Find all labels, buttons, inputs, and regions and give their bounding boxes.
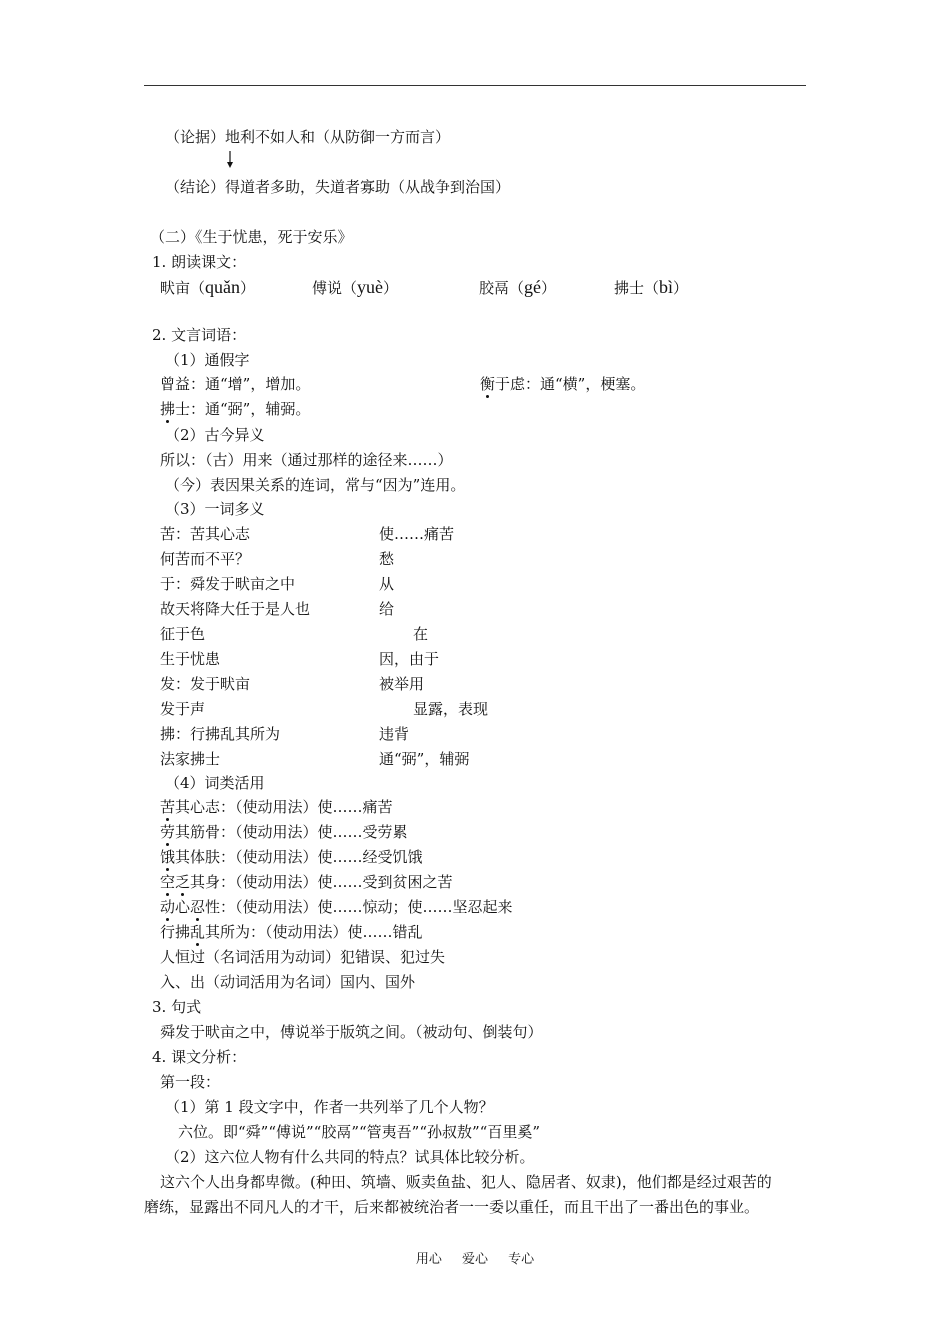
duoyi-meaning: 通“弼”，辅弼 bbox=[379, 750, 470, 768]
duoyi-term: 征于色 bbox=[160, 625, 206, 643]
duoyi-meaning: 因，由于 bbox=[379, 650, 440, 668]
emphasis-char: 动 bbox=[160, 898, 176, 916]
pinyin-item: 拂士（bì） bbox=[614, 277, 689, 297]
duoyi-meaning: 显露，表现 bbox=[413, 700, 489, 718]
duoyi-term: 苦：苦其心志 bbox=[160, 525, 251, 543]
huoyong-item: 空乏其身：（使动用法）使……受到贫困之苦 bbox=[160, 873, 453, 891]
tongjia-item: 拂士：通“弼”，辅弼。 bbox=[160, 400, 311, 418]
duoyi-term: 发：发于畎亩 bbox=[160, 675, 251, 693]
jushi-title: 3. 句式 bbox=[152, 998, 202, 1016]
duoyi-title: （3）一词多义 bbox=[165, 500, 265, 518]
huoyong-item: 劳其筋骨：（使动用法）使……受劳累 bbox=[160, 823, 408, 841]
huoyong-item: 饿其体肤：（使动用法）使……经受饥饿 bbox=[160, 848, 423, 866]
duoyi-meaning: 愁 bbox=[379, 550, 395, 568]
pinyin-item: 胶鬲（gé） bbox=[479, 277, 557, 297]
duoyi-meaning: 使……痛苦 bbox=[379, 525, 455, 543]
duoyi-meaning: 在 bbox=[413, 625, 429, 643]
huoyong-item: 人恒过（名词活用为动词）犯错误、犯过失 bbox=[160, 948, 446, 966]
argument-premise: （论据）地利不如人和（从防御一方而言） bbox=[165, 128, 451, 146]
answer-line: 磨练，显露出不同凡人的才干，后来都被统治者一一委以重任，而且干出了一番出色的事业。 bbox=[144, 1198, 760, 1216]
answer-line: 这六个人出身都卑微。(种田、筑墙、贩卖鱼盐、犯人、隐居者、奴隶)，他们都是经过艰苦的 bbox=[160, 1173, 772, 1191]
duoyi-term: 生于忧患 bbox=[160, 650, 221, 668]
emphasis-char: 乏 bbox=[175, 873, 191, 891]
emphasis-char: 苦 bbox=[160, 798, 176, 816]
emphasis-char: 拂 bbox=[160, 400, 176, 418]
huoyong-item: 苦其心志：（使动用法）使……痛苦 bbox=[160, 798, 393, 816]
duoyi-term: 于：舜发于畎亩之中 bbox=[160, 575, 296, 593]
section-heading: （二）《生于忧患，死于安乐》 bbox=[150, 228, 353, 246]
emphasis-char: 乱 bbox=[190, 923, 206, 941]
pinyin-item: 傅说（yuè） bbox=[312, 277, 399, 297]
tongjia-title: （1）通假字 bbox=[165, 351, 250, 369]
question: （2）这六位人物有什么共同的特点？试具体比较分析。 bbox=[165, 1148, 535, 1166]
duoyi-meaning: 违背 bbox=[379, 725, 410, 743]
emphasis-char: 饿 bbox=[160, 848, 176, 866]
duoyi-meaning: 从 bbox=[379, 575, 395, 593]
gujin-title: （2）古今异义 bbox=[165, 426, 265, 444]
duoyi-term: 何苦而不平？ bbox=[160, 550, 251, 568]
analysis-title: 4. 课文分析： bbox=[152, 1048, 247, 1066]
duoyi-term: 故天将降大任于是人也 bbox=[160, 600, 311, 618]
argument-conclusion: （结论）得道者多助，失道者寡助（从战争到治国） bbox=[165, 178, 511, 196]
duoyi-meaning: 给 bbox=[379, 600, 395, 618]
tongjia-item: 曾益：通“增”，增加。 bbox=[160, 375, 311, 393]
duoyi-meaning: 被举用 bbox=[379, 675, 425, 693]
footer-text: 爱心 bbox=[461, 1252, 488, 1267]
question: （1）第 1 段文字中，作者一共列举了几个人物？ bbox=[165, 1098, 494, 1116]
gujin-item: （今）表因果关系的连词，常与“因为”连用。 bbox=[165, 476, 466, 494]
header-rule bbox=[144, 85, 806, 86]
reading-title: 1. 朗读课文： bbox=[152, 253, 247, 271]
jushi-item: 舜发于畎亩之中，傅说举于版筑之间。（被动句、倒装句） bbox=[160, 1023, 543, 1041]
emphasis-char: 劳 bbox=[160, 823, 176, 841]
duoyi-term: 法家拂士 bbox=[160, 750, 221, 768]
page-footer bbox=[0, 1248, 950, 1267]
duoyi-term: 拂：行拂乱其所为 bbox=[160, 725, 281, 743]
answer: 六位。即“舜”“傅说”“胶鬲”“管夷吾”“孙叔敖”“百里奚” bbox=[178, 1123, 541, 1141]
tongjia-item: 衡于虑：通“横”，梗塞。 bbox=[480, 375, 646, 393]
gujin-item: 所以：（古）用来（通过那样的途径来……） bbox=[160, 451, 453, 469]
huoyong-title: （4）词类活用 bbox=[165, 774, 265, 792]
footer-text: 用心 bbox=[415, 1252, 442, 1267]
paragraph-label: 第一段： bbox=[160, 1073, 221, 1091]
huoyong-item: 行拂乱其所为：（使动用法）使……错乱 bbox=[160, 923, 423, 941]
emphasis-char: 衡 bbox=[480, 375, 496, 393]
huoyong-item: 动心忍性：（使动用法）使……惊动；使……坚忍起来 bbox=[160, 898, 513, 916]
emphasis-char: 忍 bbox=[190, 898, 206, 916]
vocab-title: 2. 文言词语： bbox=[152, 326, 247, 344]
duoyi-term: 发于声 bbox=[160, 700, 206, 718]
pinyin-item: 畎亩（quǎn） bbox=[160, 277, 256, 297]
emphasis-char: 空 bbox=[160, 873, 176, 891]
footer-text: 专心 bbox=[508, 1252, 535, 1267]
huoyong-item: 入、出（动词活用为名词）国内、国外 bbox=[160, 973, 416, 991]
down-arrow-icon bbox=[225, 151, 235, 169]
